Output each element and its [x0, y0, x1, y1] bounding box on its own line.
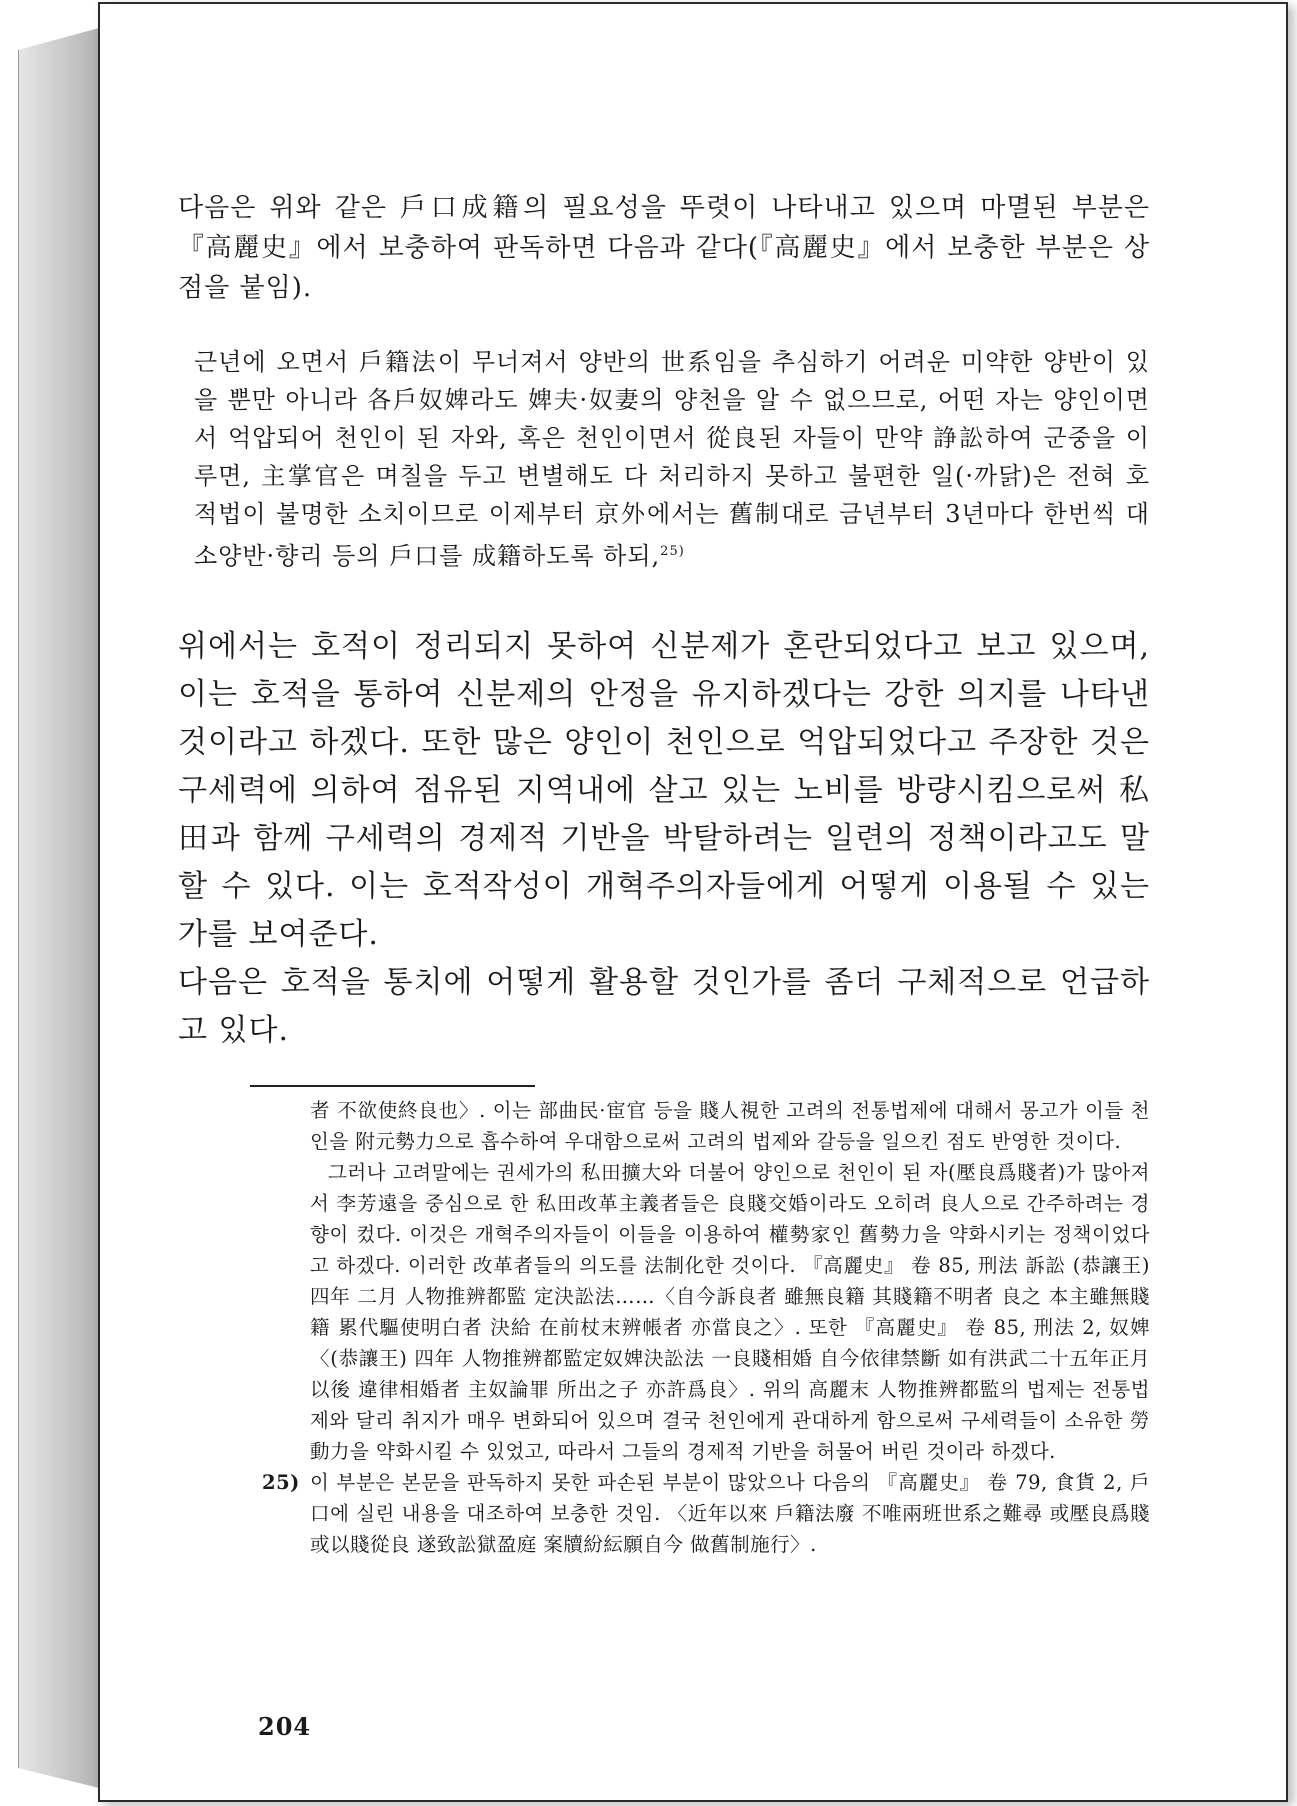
- footnote-continuation-2: 그러나 고려말에는 권세가의 私田擴大와 더불어 양인으로 천인이 된 자(壓良爲賤者)가 많아져서 李芳遠을 중심으로 한 私田改革主義者들은 良賤交婚이라도 오히려 良人으로 간주하려는 경향이 컸다. 이것은 개혁주의자들이 이들을 이용하여 權勢家인 舊勢力을 약화시키는 정책이었다고 하겠다. 이러한 改革者들의 의도를 法制化한 것이다. 『高麗史』 卷 85, 刑法 訴訟 (恭讓王) 四年 二月 人物推辨都監 定決訟法……〈自今訴良者 雖無良籍 其賤籍不明者 良之 本主雖無賤籍 累代驅使明白者 決給 在前杖末辨帳者 亦當良之〉. 또한 『高麗史』 卷 85, 刑法 2, 奴婢 〈(恭讓王) 四年 人物推辨都監定奴婢決訟法 一良賤相婚 自今依律禁斷 如有洪武二十五年正月 以後 違律相婚者 主奴論罪 所出之子 亦許爲良〉. 위의 高麗末 人物推辨都監의 법제는 전통법제와 달리 취지가 매우 변화되어 있으며 결국 천인에게 관대하게 함으로써 구세력들이 소유한 勞動力을 약화시킬 수 있었고, 따라서 그들의 경제적 기반을 허물어 버린 것이라 하겠다.: [310, 1161, 1150, 1463]
- page-number: 204: [258, 1712, 312, 1741]
- footnote-divider: [250, 1085, 535, 1087]
- block-quote: [178, 343, 1150, 575]
- footnote-continuation-1: 者 不欲使終良也〉. 이는 部曲民·宦官 등을 賤人視한 고려의 전통법제에 대해서 몽고가 이들 천인을 附元勢力으로 흡수하여 우대함으로써 고려의 법제와 갈등을 일으킨 점도 반영한 것이다.: [310, 1099, 1150, 1153]
- book-page-edge: [18, 28, 99, 1788]
- footnotes: [262, 1095, 1150, 1560]
- footnote-text: 이 부분은 본문을 판독하지 못한 파손된 부분이 많았으나 다음의 『高麗史』 卷 79, 食貨 2, 戶口에 실린 내용을 대조하여 보충한 것임. 〈近年以來 戶籍法廢 不唯兩班世系之難尋 或壓良爲賤 或以賤從良 遂致訟獄盈庭 案牘紛紜願自今 做舊制施行〉.: [310, 1471, 1150, 1556]
- body-paragraph-2: 다음은 호적을 통치에 어떻게 활용할 것인가를 좀더 구체적으로 언급하고 있다.: [178, 965, 1150, 1048]
- main-content: [178, 188, 1150, 1055]
- intro-paragraph: 다음은 위와 같은 戶口成籍의 필요성을 뚜렷이 나타내고 있으며 마멸된 부분은 『高麗史』에서 보충하여 판독하면 다음과 같다(『高麗史』에서 보충한 부분은 상점을 붙임).: [178, 193, 1150, 303]
- footnote-25: [262, 1467, 1150, 1560]
- body-paragraph-1: 위에서는 호적이 정리되지 못하여 신분제가 혼란되었다고 보고 있으며, 이는 호적을 통하여 신분제의 안정을 유지하겠다는 강한 의지를 나타낸 것이라고 하겠다. 또한 많은 양인이 천인으로 억압되었다고 주장한 것은 구세력에 의하여 점유된 지역내에 살고 있는 노비를 방량시킴으로써 私田과 함께 구세력의 경제적 기반을 박탈하려는 일련의 정책이라고도 말할 수 있다. 이는 호적작성이 개혁주의자들에게 어떻게 이용될 수 있는가를 보여준다.: [178, 629, 1150, 952]
- block-quote-text: 근년에 오면서 戶籍法이 무너져서 양반의 世系임을 추심하기 어려운 미약한 양반이 있을 뿐만 아니라 各戶奴婢라도 婢夫·奴妻의 양천을 알 수 없으므로, 어떤 자는 양인이면서 억압되어 천인이 된 자와, 혹은 천인이면서 從良된 자들이 만약 諍訟하여 군중을 이루면, 主掌官은 며칠을 두고 변별해도 다 처리하지 못하고 불편한 일(·까닭)은 전혀 호적법이 불명한 소치이므로 이제부터 京外에서는 舊制대로 금년부터 3년마다 한번씩 대소양반·향리 등의 戶口를 成籍하도록 하되,: [194, 348, 1150, 570]
- footnote-ref-25: 25): [660, 544, 685, 559]
- footnote-number: 25): [262, 1471, 300, 1494]
